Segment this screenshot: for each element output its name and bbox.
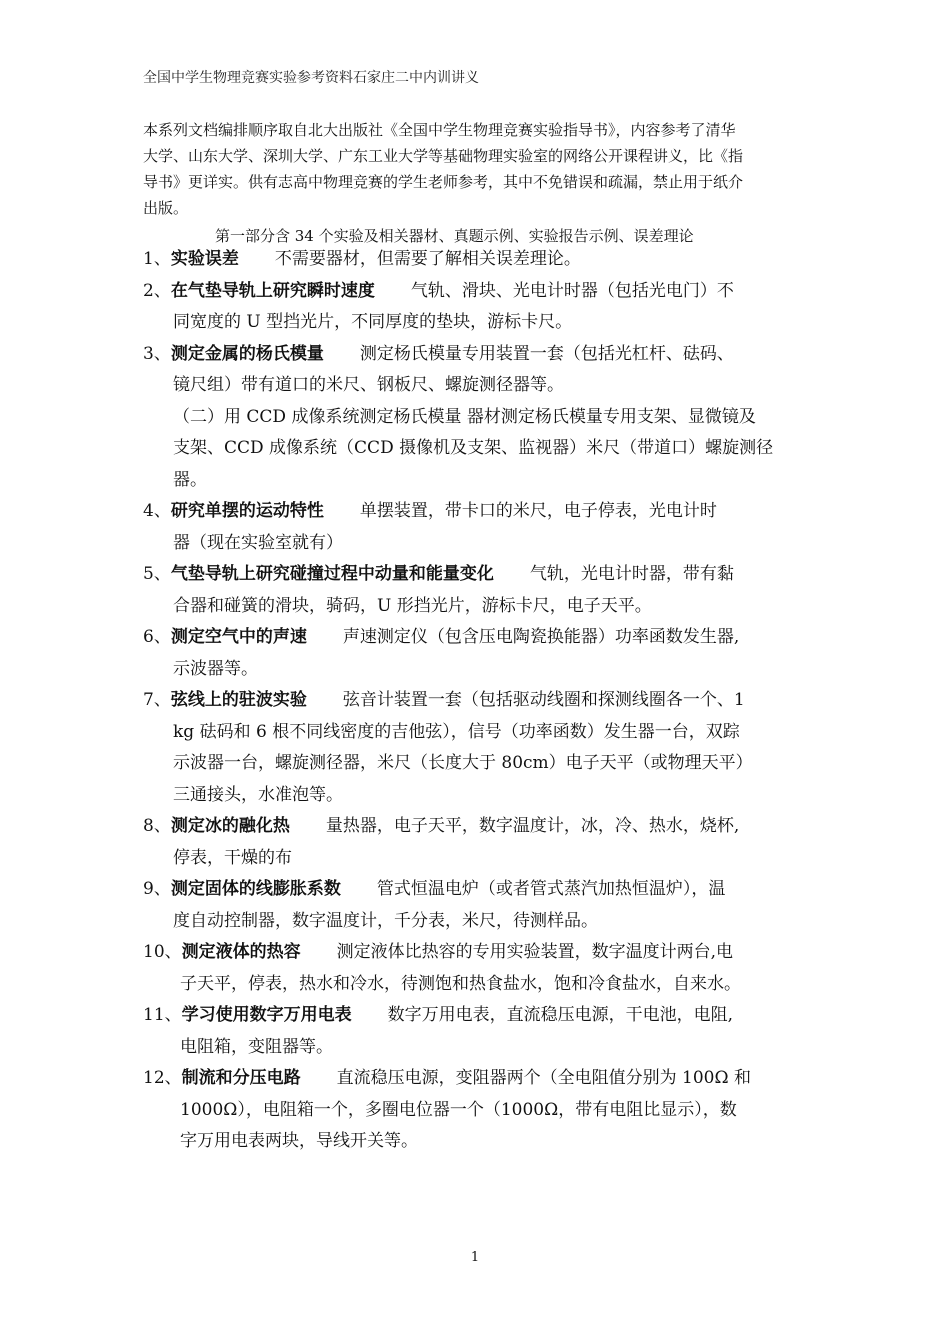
experiment-title: 测定金属的杨氏模量 [170,343,324,364]
experiment-continuation-line: kg 砝码和 6 根不同线密度的吉他弦），信号（功率函数）发生器一台，双踪 [173,721,740,742]
experiment-title: 测定液体的热容 [181,942,301,962]
experiment-equipment: 弦音计装置一套（包括驱动线圈和探测线圈各一个、1 [342,690,745,710]
experiment-first-line [143,685,808,717]
page-number: 1 [470,1250,480,1265]
experiment-first-line [143,339,808,371]
experiment-continuation-line: 同宽度的 U 型挡光片，不同厚度的垫块，游标卡尺。 [173,312,573,332]
experiment-continuation-line: 1000Ω），电阻箱一个，多圈电位器一个（1000Ω，带有电阻比显示），数 [180,1099,737,1120]
experiment-continuation-line: 三通接头，水准泡等。 [173,784,343,805]
intro-line: 大学、山东大学、深圳大学、广东工业大学等基础物理实验室的网络公开课程讲义，比《指 [143,147,744,165]
experiment-continuation-line: 电阻箱，变阻器等。 [180,1036,333,1057]
experiment-item [143,1063,808,1158]
experiment-first-line [143,874,808,906]
experiment-item [143,339,808,497]
experiment-item [143,276,808,339]
experiment-equipment: 不需要器材，但需要了解相关误差理论。 [274,249,581,269]
experiment-item [143,874,808,937]
experiment-number: 7、 [143,690,171,710]
experiment-equipment: 管式恒温电炉（或者管式蒸汽加热恒温炉），温 [376,879,726,899]
experiment-number: 1、 [143,249,171,269]
experiment-continuation-line: 器（现在实验室就有） [173,532,343,553]
experiment-first-line [143,937,808,969]
experiment-first-line [143,559,808,591]
experiment-number: 8、 [143,816,171,836]
page-header: 全国中学生物理竞赛实验参考资料石家庄二中内训讲义 [143,70,479,86]
experiment-item [143,622,808,685]
experiment-equipment: 测定液体比热容的专用实验装置，数字温度计两台,电 [336,942,734,962]
experiment-title: 研究单摆的运动特性 [170,501,324,521]
intro-line: 本系列文档编排顺序取自北大出版社《全国中学生物理竞赛实验指导书》，内容参考了清华 [143,121,736,139]
experiment-number: 6、 [143,627,171,647]
experiment-number: 3、 [143,343,171,364]
experiment-continuation-line: 示波器一台，螺旋测径器，米尺（长度大于 80cm）电子天平（或物理天平） [173,753,753,773]
experiment-title: 实验误差 [170,249,239,269]
experiment-list [143,244,808,1158]
experiment-continuation-line: 字万用电表两块，导线开关等。 [180,1131,418,1151]
intro-line: 导书》更详实。供有志高中物理竞赛的学生老师参考，其中不免错误和疏漏，禁止用于纸介 [143,173,744,191]
experiment-first-line [143,811,808,843]
experiment-continuation-line: 支架、CCD 成像系统（CCD 摄像机及支架、监视器）米尺（带道口）螺旋测径 [173,438,774,458]
experiment-item [143,811,808,874]
experiment-title: 学习使用数字万用电表 [181,1005,352,1025]
experiment-equipment: 气轨，光电计时器，带有黏 [529,564,734,584]
experiment-continuation-line: 示波器等。 [173,658,258,679]
experiment-continuation-line: 度自动控制器，数字温度计，千分表，米尺，待测样品。 [173,910,598,931]
experiment-number: 5、 [143,564,171,584]
experiment-item [143,685,808,811]
experiment-title: 制流和分压电路 [181,1068,301,1088]
experiment-first-line [143,276,808,308]
experiment-equipment: 测定杨氏模量专用装置一套（包括光杠杆、砝码、 [359,343,734,364]
experiment-continuation-line: （二）用 CCD 成像系统测定杨氏模量 器材测定杨氏模量专用支架、显微镜及 [173,406,756,427]
experiment-continuation-line: 子天平，停表，热水和冷水，待测饱和热食盐水，饱和冷食盐水，自来水。 [180,973,741,994]
experiment-first-line [143,496,808,528]
experiment-first-line [143,1000,808,1032]
experiment-equipment: 量热器，电子天平，数字温度计，冰，冷、热水，烧杯, [325,816,740,836]
experiment-equipment: 气轨、滑块、光电计时器（包括光电门）不 [410,280,734,301]
experiment-number: 12、 [143,1068,182,1088]
experiment-continuation-line: 器。 [173,469,207,490]
experiment-continuation-line: 镜尺组）带有道口的米尺、钢板尺、螺旋测径器等。 [173,375,564,395]
experiment-equipment: 数字万用电表，直流稳压电源，干电池，电阻, [387,1005,734,1025]
intro-line: 出版。 [143,199,189,217]
experiment-first-line [143,1063,808,1095]
experiment-item [143,244,808,276]
experiment-equipment: 直流稳压电源，变阻器两个（全电阻值分别为 100Ω 和 [336,1068,751,1088]
experiment-number: 9、 [143,879,171,899]
experiment-number: 2、 [143,280,171,301]
experiment-item [143,496,808,559]
experiment-equipment: 声速测定仪（包含压电陶瓷换能器）功率函数发生器, [342,627,740,647]
experiment-title: 在气垫导轨上研究瞬时速度 [170,280,375,301]
experiment-number: 4、 [143,501,171,521]
experiment-item [143,937,808,1000]
experiment-item [143,1000,808,1063]
part-subtitle: 第一部分含 34 个实验及相关器材、真题示例、实验报告示例、误差理论 [215,227,694,245]
experiment-first-line [143,622,808,654]
experiment-first-line [143,244,808,276]
experiment-title: 测定冰的融化热 [170,816,290,836]
experiment-title: 测定固体的线膨胀系数 [170,879,341,899]
experiment-continuation-line: 合器和碰簧的滑块，骑码，U 形挡光片，游标卡尺，电子天平。 [173,595,652,616]
experiment-title: 弦线上的驻波实验 [170,690,307,710]
intro-section [143,117,808,249]
experiment-title: 气垫导轨上研究碰撞过程中动量和能量变化 [170,564,494,584]
experiment-number: 11、 [143,1005,182,1025]
experiment-continuation-line: 停表，干燥的布 [173,847,292,868]
experiment-item [143,559,808,622]
experiment-number: 10、 [143,942,182,962]
experiment-title: 测定空气中的声速 [170,627,307,647]
experiment-equipment: 单摆装置，带卡口的米尺，电子停表，光电计时 [359,501,717,521]
